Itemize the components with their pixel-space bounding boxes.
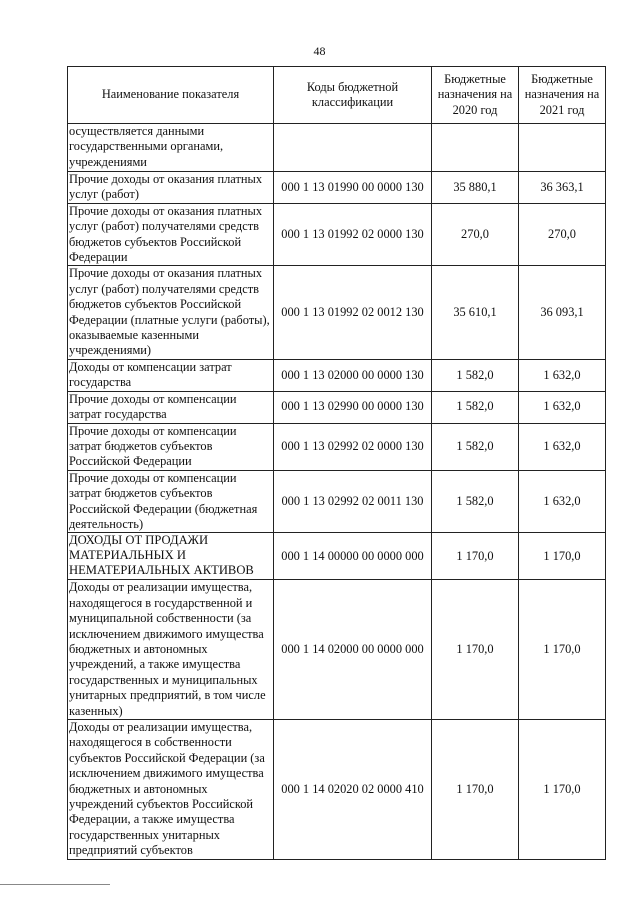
row-value-2020: 1 582,0	[432, 470, 519, 533]
row-name: Прочие доходы от оказания платных услуг (работ) получателями средств бюджетов субъектов Российской Федерации (платные услуги (работы), оказываемые казенными учреждениями)	[68, 266, 274, 359]
row-name: Доходы от реализации имущества, находящегося в собственности субъектов Российской Федерации (за исключением движимого имущества бюджетных и автономных учреждений субъектов Российской Федерации, а также имущества государственных унитарных предприятий субъектов	[68, 720, 274, 860]
row-value-2020: 1 582,0	[432, 423, 519, 470]
row-name: осуществляется данными государственными органами, учреждениями	[68, 124, 274, 172]
row-name: Прочие доходы от компенсации затрат бюджетов субъектов Российской Федерации	[68, 423, 274, 470]
budget-table	[67, 66, 606, 860]
row-name: Доходы от компенсации затрат государства	[68, 359, 274, 391]
row-value-2021: 36 363,1	[519, 172, 606, 204]
row-value-2021: 1 170,0	[519, 533, 606, 580]
row-name: Прочие доходы от компенсации затрат бюджетов субъектов Российской Федерации (бюджетная деятельность)	[68, 470, 274, 533]
row-value-2021: 270,0	[519, 203, 606, 266]
table-row	[68, 203, 606, 266]
row-code: 000 1 13 01990 00 0000 130	[274, 172, 432, 204]
table-row	[68, 423, 606, 470]
row-value-2021: 1 632,0	[519, 391, 606, 423]
row-value-2021: 1 632,0	[519, 359, 606, 391]
header-name: Наименование показателя	[68, 67, 274, 124]
table-row	[68, 124, 606, 172]
header-2020: Бюджетные назначения на 2020 год	[432, 67, 519, 124]
table-row	[68, 720, 606, 860]
table-row	[68, 533, 606, 580]
row-code: 000 1 14 02020 02 0000 410	[274, 720, 432, 860]
row-value-2020: 35 880,1	[432, 172, 519, 204]
row-value-2020: 1 170,0	[432, 720, 519, 860]
header-code: Коды бюджетной классификации	[274, 67, 432, 124]
table-row	[68, 359, 606, 391]
page-number: 48	[313, 44, 326, 58]
row-code	[274, 124, 432, 172]
row-value-2020: 1 170,0	[432, 533, 519, 580]
row-name: Прочие доходы от оказания платных услуг (работ)	[68, 172, 274, 204]
row-code: 000 1 13 01992 02 0012 130	[274, 266, 432, 359]
row-value-2020: 1 582,0	[432, 391, 519, 423]
table-row	[68, 470, 606, 533]
row-value-2020: 1 170,0	[432, 580, 519, 720]
row-value-2020: 35 610,1	[432, 266, 519, 359]
table-row	[68, 580, 606, 720]
table-row	[68, 266, 606, 359]
row-name: Доходы от реализации имущества, находящегося в государственной и муниципальной собственности (за исключением движимого имущества бюджетных и автономных учреждений, а также имущества государственных и муниципальных унитарных предприятий, в том числе казенных)	[68, 580, 274, 720]
row-code: 000 1 13 02000 00 0000 130	[274, 359, 432, 391]
row-code: 000 1 13 01992 02 0000 130	[274, 203, 432, 266]
row-value-2021: 1 632,0	[519, 470, 606, 533]
row-code: 000 1 13 02992 02 0000 130	[274, 423, 432, 470]
row-name: ДОХОДЫ ОТ ПРОДАЖИ МАТЕРИАЛЬНЫХ И НЕМАТЕРИАЛЬНЫХ АКТИВОВ	[68, 533, 274, 580]
header-2021: Бюджетные назначения на 2021 год	[519, 67, 606, 124]
table-row	[68, 391, 606, 423]
row-code: 000 1 13 02992 02 0011 130	[274, 470, 432, 533]
row-value-2020	[432, 124, 519, 172]
row-code: 000 1 14 02000 00 0000 000	[274, 580, 432, 720]
row-value-2021: 1 170,0	[519, 720, 606, 860]
row-value-2021: 36 093,1	[519, 266, 606, 359]
row-value-2021	[519, 124, 606, 172]
row-code: 000 1 14 00000 00 0000 000	[274, 533, 432, 580]
row-name: Прочие доходы от оказания платных услуг (работ) получателями средств бюджетов субъектов Российской Федерации	[68, 203, 274, 266]
row-value-2020: 1 582,0	[432, 359, 519, 391]
table-row	[68, 172, 606, 204]
row-value-2021: 1 632,0	[519, 423, 606, 470]
footer-divider	[0, 884, 110, 885]
row-name: Прочие доходы от компенсации затрат государства	[68, 391, 274, 423]
table-header-row	[68, 67, 606, 124]
row-value-2020: 270,0	[432, 203, 519, 266]
row-value-2021: 1 170,0	[519, 580, 606, 720]
row-code: 000 1 13 02990 00 0000 130	[274, 391, 432, 423]
